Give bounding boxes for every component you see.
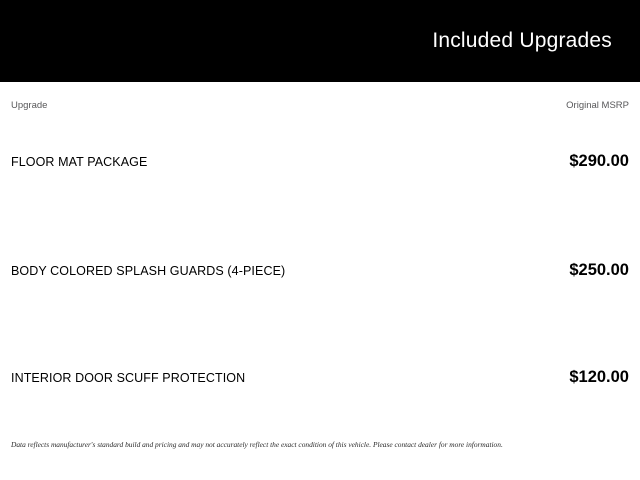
table-row <box>11 111 629 218</box>
table-row <box>11 218 629 325</box>
page-header <box>0 0 640 82</box>
upgrade-name: FLOOR MAT PACKAGE <box>11 155 148 169</box>
table-header-row <box>11 82 629 111</box>
upgrade-price: $250.00 <box>569 261 629 279</box>
disclaimer-text: Data reflects manufacturer's standard build and pricing and may not accurately reflect the exact condition of this vehicle. Please contact dealer for more information. <box>11 440 503 449</box>
upgrade-price: $120.00 <box>569 368 629 386</box>
page-title: Included Upgrades <box>432 29 612 52</box>
table-row <box>11 325 629 432</box>
column-header-msrp: Original MSRP <box>566 100 629 111</box>
upgrade-name: BODY COLORED SPLASH GUARDS (4-PIECE) <box>11 264 286 278</box>
table-body <box>11 111 629 432</box>
upgrade-price: $290.00 <box>569 152 629 170</box>
upgrades-table <box>0 82 640 432</box>
upgrade-name: INTERIOR DOOR SCUFF PROTECTION <box>11 371 246 385</box>
column-header-upgrade: Upgrade <box>11 100 48 111</box>
